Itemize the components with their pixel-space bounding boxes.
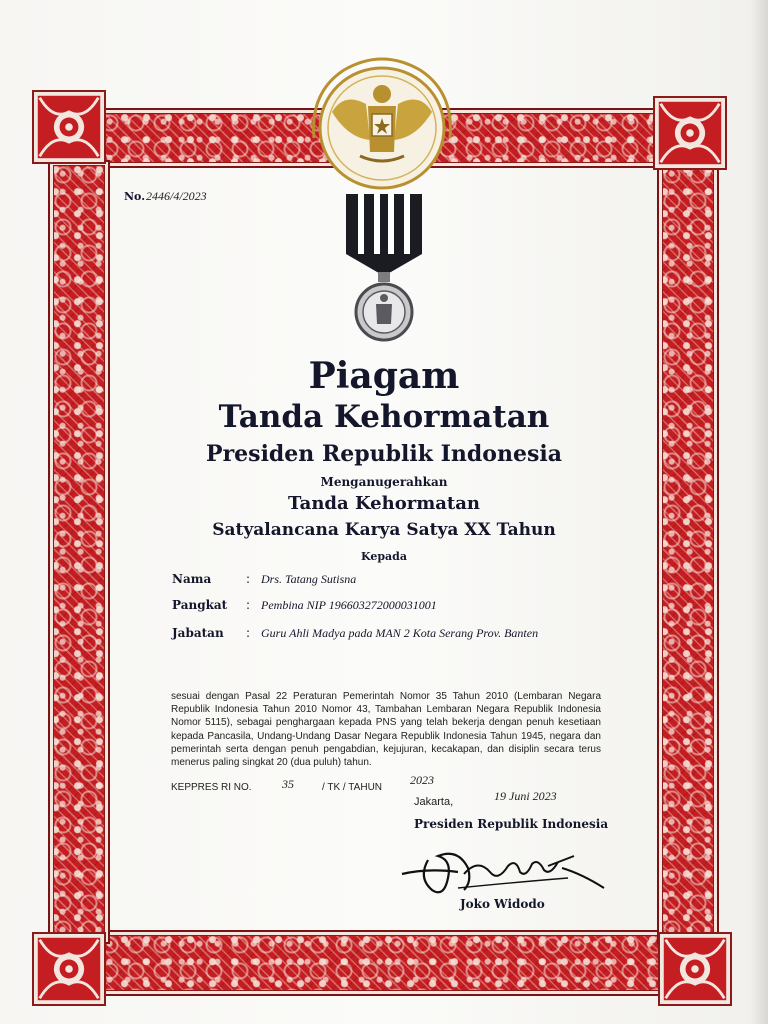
text-kepada: Kepada: [361, 550, 407, 563]
signer-name: Joko Widodo: [460, 897, 545, 911]
keppres-label: KEPPRES RI NO.: [171, 782, 252, 793]
body-paragraph: sesuai dengan Pasal 22 Peraturan Pemerintah Nomor 35 Tahun 2010 (Lembaran Negara Republik Indonesia Tahun 2010 Nomor 43, Tambahan Lembaran Negara Republik Indonesia Nomor 5115), sebagai penghargaan kepada PNS yang telah bekerja dengan penuh kesetiaan kepada Pancasila, Undang-Undang Dasar Negara Republik Indonesia Tahun 1945, negara dan pemerintah serta dengan penuh pengabdian, kejujuran, kecakapan, dan disiplin secara terus menerus paling singkat 20 (dua puluh) tahun.: [171, 691, 601, 769]
ornament-corner-icon: [32, 932, 106, 1006]
recipient-label: Pangkat: [172, 598, 228, 612]
frame-border-bottom: [95, 930, 674, 996]
title-tanda-kehormatan: Tanda Kehormatan: [218, 399, 550, 435]
award-name: Satyalancana Karya Satya XX Tahun: [212, 520, 556, 540]
keppres-tk-label: / TK / TAHUN: [322, 782, 383, 793]
award-title: Tanda Kehormatan: [288, 493, 480, 514]
ornament-corner-icon: [32, 90, 106, 164]
document-number-value: 2446/4/2023: [146, 189, 207, 203]
ornament-corner-icon: [658, 932, 732, 1006]
signer-title: Presiden Republik Indonesia: [414, 817, 609, 831]
title-piagam: Piagam: [308, 355, 460, 397]
title-presiden: Presiden Republik Indonesia: [206, 441, 562, 467]
recipient-colon: :: [246, 572, 251, 586]
recipient-colon: :: [246, 626, 251, 640]
satyalancana-medal-icon: [342, 194, 426, 344]
signing-date: 19 Juni 2023: [494, 789, 557, 803]
recipient-label: Jabatan: [172, 626, 224, 640]
signing-place: Jakarta,: [414, 796, 454, 808]
recipient-colon: :: [246, 598, 251, 612]
ornament-corner-icon: [653, 96, 727, 170]
text-menganugerahkan: Menganugerahkan: [320, 475, 448, 489]
document-number-label: No.: [124, 190, 146, 203]
recipient-value: Guru Ahli Madya pada MAN 2 Kota Serang Prov. Banten: [261, 626, 539, 640]
recipient-label: Nama: [172, 572, 212, 586]
signature-icon: [398, 838, 610, 900]
garuda-emblem-icon: [304, 52, 460, 192]
recipient-value: Pembina NIP 196603272000031001: [261, 598, 437, 612]
keppres-year: 2023: [410, 773, 434, 787]
keppres-number: 35: [282, 777, 294, 791]
recipient-value: Drs. Tatang Sutisna: [261, 572, 357, 586]
